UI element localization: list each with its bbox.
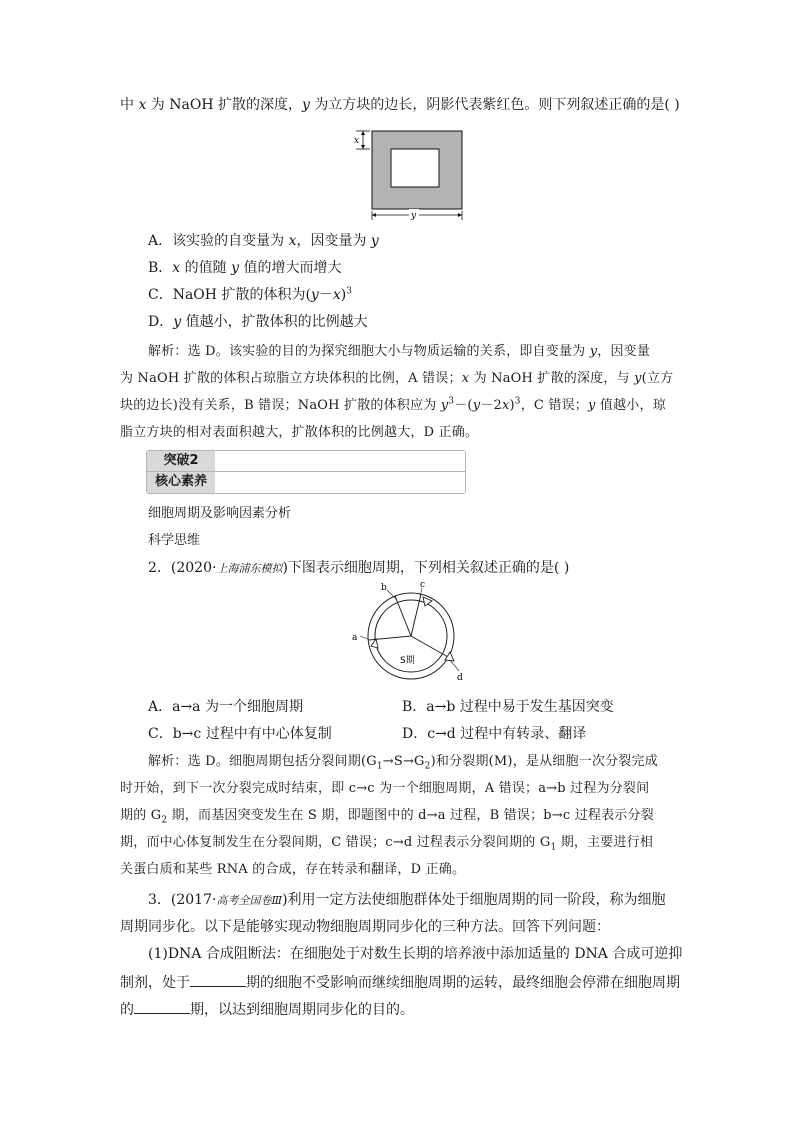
q2-option-d: D．c→d 过程中有转录、翻译 bbox=[402, 726, 587, 742]
tab-label-core-literacy: 核心素养 bbox=[147, 472, 215, 493]
q1-explanation-line2: 为 NaOH 扩散的体积占琼脂立方块体积的比例，A 错误；x 为 NaOH 扩散的深度，与 y(立方 bbox=[120, 371, 674, 386]
q3-part1-line2: 制剂，处于 期的细胞不受影响而继续细胞周期的运转，最终细胞会停滞在细胞周期 bbox=[120, 972, 680, 992]
fig2-label-c: c bbox=[420, 580, 426, 590]
fig1-x-label: x bbox=[354, 136, 360, 146]
boundary-line-b bbox=[395, 596, 411, 636]
q1-explanation-line3: 块的边长)没有关系，B 错误；NaOH 扩散的体积应为 $y^3-(y-2x)^3$，C 错误；y 值越小，琼 bbox=[120, 396, 666, 413]
q1-stem: 中 x 为 NaOH 扩散的深度，y 为立方块的边长，阴影代表紫红色。则下列叙述正确的是( ) bbox=[120, 97, 680, 113]
q2-explanation-line2: 时开始，到下一次分裂完成时结束，即 c→c 为一个细胞周期，A 错误；a→b 过程为分裂间 bbox=[120, 781, 650, 796]
q3-source: 高考全国卷Ⅲ bbox=[216, 894, 283, 907]
q2-source: 上海浦东模拟 bbox=[216, 562, 283, 575]
q2-stem: 2．(2020·上海浦东模拟)下图表示细胞周期，下列相关叙述正确的是( ) bbox=[148, 560, 570, 576]
tab-label-breakthrough: 突破2 bbox=[147, 451, 215, 471]
cell-cycle-diagram bbox=[340, 580, 490, 692]
q2-explanation-line5: 关蛋白质和某些 RNA 的合成，存在转录和翻译，D 正确。 bbox=[120, 862, 466, 877]
fig2-label-s-phase: S期 bbox=[400, 656, 415, 666]
q3-stem-line1: 3．(2017·高考全国卷Ⅲ)利用一定方法使细胞群体处于细胞周期的同一阶段，称为细胞 bbox=[148, 892, 666, 908]
q1-option-c: C．NaOH 扩散的体积为$(y-x)^3$ bbox=[148, 286, 352, 303]
q2-option-c: C．b→c 过程中有中心体复制 bbox=[148, 726, 332, 742]
q2-option-a: A．a→a 为一个细胞周期 bbox=[148, 699, 303, 715]
section-tab-box bbox=[146, 450, 466, 494]
answer-blank-1[interactable] bbox=[190, 972, 246, 987]
q2-explanation-line1: 解析：选 D。细胞周期包括分裂间期$(G_1\to S\to G_2)$和分裂期(M)，是从细胞一次分裂完成 bbox=[148, 754, 658, 772]
boundary-line-d bbox=[411, 636, 448, 657]
fig2-label-a: a bbox=[352, 633, 358, 643]
cube-inner-region bbox=[391, 149, 439, 187]
fig1-y-label: y bbox=[411, 211, 417, 221]
q1-explanation-line4: 脂立方块的相对表面积越大，扩散体积的比例越大，D 正确。 bbox=[120, 425, 479, 440]
q1-option-a: A．该实验的自变量为 x，因变量为 y bbox=[148, 233, 379, 249]
q2-explanation-line3: 期的 $G_2$ 期，而基因突变发生在 S 期，即题图中的 d→a 过程，B 错误；b→c 过程表示分裂 bbox=[120, 808, 654, 826]
cycle-arrow-left bbox=[371, 639, 378, 648]
answer-blank-2[interactable] bbox=[134, 999, 190, 1014]
q3-part1-line1: (1)DNA 合成阻断法：在细胞处于对数生长期的培养液中添加适量的 DNA 合成可逆抑 bbox=[148, 946, 683, 962]
q1-option-d: D．y 值越小，扩散体积的比例越大 bbox=[148, 314, 368, 330]
cycle-arrow-top bbox=[423, 597, 432, 606]
q1-explanation-line1: 解析：选 D。该实验的目的为探究细胞大小与物质运输的关系，即自变量为 y，因变量 bbox=[148, 344, 651, 359]
agar-cube-diagram bbox=[346, 124, 466, 224]
q1-option-b: B．x 的值随 y 值的增大而增大 bbox=[148, 260, 342, 276]
tab-row-breakthrough bbox=[147, 451, 465, 472]
q2-option-b: B．a→b 过程中易于发生基因突变 bbox=[402, 699, 614, 715]
tab-row-core-literacy bbox=[147, 472, 465, 492]
fig2-label-b: b bbox=[381, 583, 387, 593]
section-title: 细胞周期及影响因素分析 bbox=[148, 506, 292, 521]
q3-stem-line2: 周期同步化。以下是能够实现动物细胞周期同步化的三种方法。回答下列问题： bbox=[120, 919, 610, 935]
q3-part1-line3: 的 期，以达到细胞周期同步化的目的。 bbox=[120, 999, 414, 1019]
q2-explanation-line4: 期，而中心体复制发生在分裂间期，C 错误；c→d 过程表示分裂间期的 $G_1$ 期，主要进行相 bbox=[120, 835, 654, 853]
fig2-label-d: d bbox=[457, 673, 463, 683]
section-subtitle: 科学思维 bbox=[148, 533, 201, 548]
